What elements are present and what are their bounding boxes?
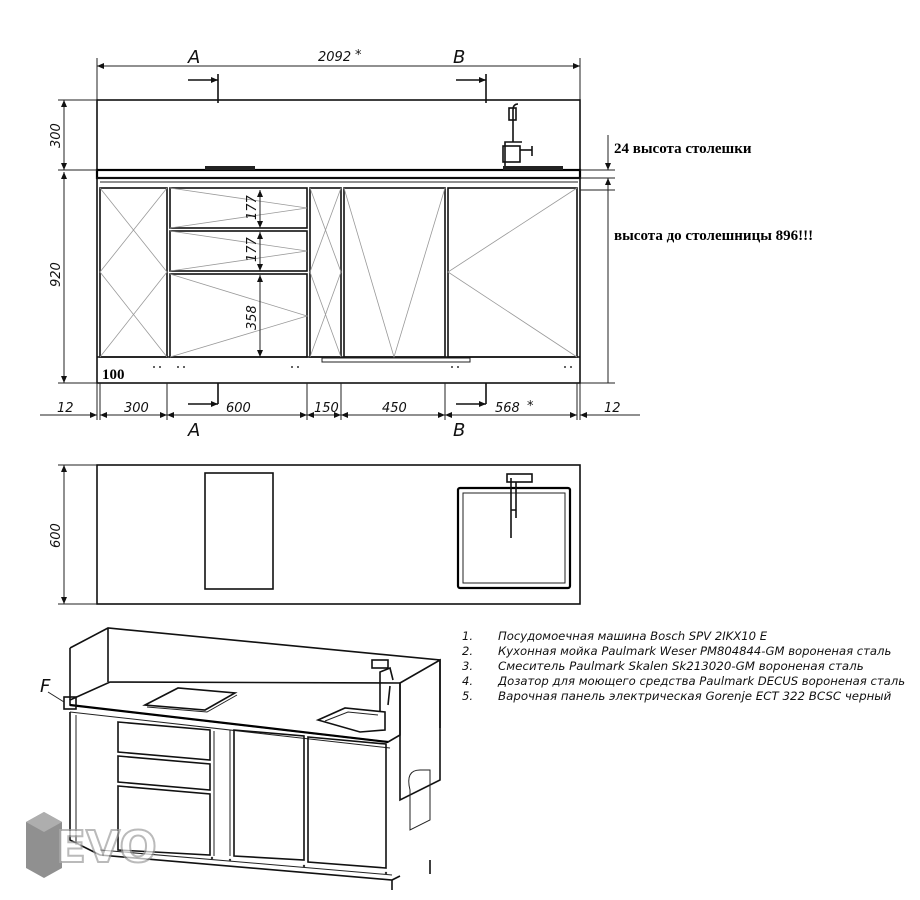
svg-text:A: A — [188, 47, 201, 68]
height-top-label: 300 — [49, 123, 64, 148]
leg-markers — [153, 366, 572, 368]
dishwasher-plinth-handle — [322, 358, 470, 362]
logo-text: EVO — [56, 822, 157, 873]
spec-item-number: 1. — [462, 629, 473, 643]
height-to-countertop-note: высота до столешницы 896!!! — [614, 228, 814, 244]
dim-depth — [49, 465, 97, 604]
sink-edge — [503, 166, 563, 170]
countertop-thickness-note: 24 высота столешки — [614, 141, 752, 157]
depth-label: 600 — [49, 523, 64, 548]
height-cabinet-label: 920 — [49, 262, 64, 287]
section-b-top — [453, 47, 486, 103]
backsplash-panel — [97, 100, 580, 170]
plinth-height-label: 100 — [102, 367, 125, 383]
spec-item-text: Кухонная мойка Paulmark Weser PM804844-GM вороненая сталь — [498, 644, 892, 658]
dim-left-vertical — [49, 100, 97, 383]
drawer-2-height: 177 — [245, 237, 260, 262]
dim-bottom-2: 600 — [226, 401, 251, 416]
top-view — [49, 465, 580, 604]
total-width-mark: * — [355, 48, 362, 63]
total-width-label: 2092 — [318, 50, 352, 65]
spec-item-number: 4. — [462, 674, 473, 688]
sink-top-icon — [458, 474, 570, 588]
faucet-front-icon — [503, 104, 532, 166]
drawer-3-height: 358 — [245, 305, 260, 330]
front-view — [40, 47, 640, 441]
svg-text:B: B — [453, 47, 466, 68]
fronts-iso — [118, 722, 386, 868]
door-2 — [310, 188, 341, 357]
hob-edge — [205, 166, 255, 170]
detail-f-label: F — [40, 676, 51, 697]
spec-item-text: Дозатор для моющего средства Paulmark DECUS вороненая сталь — [496, 674, 906, 688]
dim-bottom-4: 450 — [382, 401, 407, 416]
countertop — [97, 170, 580, 178]
dim-bottom-6: 12 — [604, 401, 621, 416]
section-b-bottom — [453, 383, 486, 441]
dim-bottom-1: 300 — [124, 401, 149, 416]
hob-iso — [145, 688, 237, 712]
hob-outline — [205, 473, 273, 589]
svg-text:B: B — [453, 420, 466, 441]
dim-bottom-0: 12 — [57, 401, 74, 416]
spec-item-text: Варочная панель электрическая Gorenje ECT 322 BCSC черный — [498, 689, 892, 703]
section-a-bottom — [187, 383, 218, 441]
svg-text:A: A — [188, 420, 201, 441]
dim-bottom-5: 568 — [495, 401, 520, 416]
spec-item-number: 5. — [462, 689, 473, 703]
dim-right — [580, 135, 615, 383]
evo-logo — [26, 812, 157, 878]
spec-item-number: 2. — [462, 644, 473, 658]
dim-total-width — [97, 48, 580, 100]
drawer-1-height: 177 — [245, 195, 260, 220]
sink-iso — [318, 708, 385, 732]
dim-bottom — [40, 383, 640, 420]
spec-item-text: Смеситель Paulmark Skalen Sk213020-GM вороненая сталь — [498, 659, 864, 673]
drawer-stack — [170, 188, 307, 357]
dim-bottom-mark: * — [527, 399, 534, 414]
spec-list — [462, 629, 905, 703]
sink-door — [448, 188, 577, 357]
faucet-iso-icon — [372, 660, 393, 712]
dim-bottom-3: 150 — [314, 401, 339, 416]
spec-item-number: 3. — [462, 659, 473, 673]
section-a-top — [187, 47, 218, 103]
door-1 — [100, 188, 167, 357]
spec-item-text: Посудомоечная машина Bosch SPV 2IKX10 E — [498, 629, 768, 643]
